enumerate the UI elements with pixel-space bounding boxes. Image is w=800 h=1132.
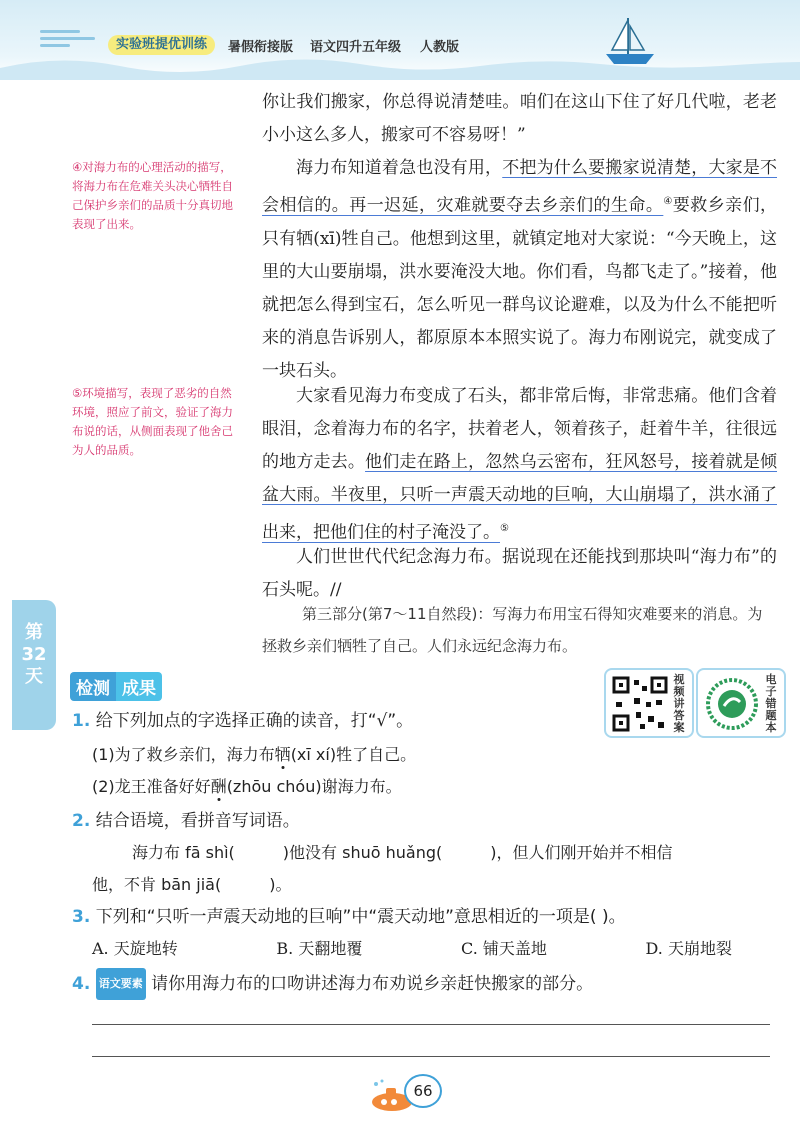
story-paragraph-3-underlined: 他们走在路上，忽然乌云密布，狂风怒号，接着就是倾盆大雨。半夜里，只听一声震天动地的巨响，大山崩塌了，洪水涌了出来，把他们住的村子淹没了。 [262,452,778,543]
question-1-number: 1. [72,711,91,731]
story-paragraph-2 [262,152,777,388]
video-answer-label: 视频讲答案 [673,673,685,734]
answer-line-1[interactable] [92,1024,770,1025]
header-decoration [40,30,95,51]
question-1-item-1 [92,740,416,770]
q3-option-d[interactable]: D. 天崩地裂 [645,939,732,958]
story-paragraph-3-part-a: 大家看见海力布变成了石头，都非常后悔，非常悲痛。他们含着眼泪，念着海力布的名字，扶着老人，领着孩子，赶着牛羊，往很远的地方走去。 [262,386,777,472]
story-paragraph-2-part-b: 要救乡亲们，只有牺(xī)牲自己。他想到这里，就镇定地对大家说：“今天晚上，这里的大山要崩塌，洪水要淹没大地。你们看，鸟都飞走了。”接着，他就把怎么得到宝石，怎么听见一群鸟议论避难，以及为什么不能把听来的消息告诉别人，都原原本本照实说了。海力布刚说完，就变成了一块石头。 [262,195,778,381]
question-2 [72,806,300,836]
test-section-title [70,672,162,701]
question-2-number: 2. [72,811,91,831]
q2-blank-2-prompt: )他没有 shuō huǎng( [282,843,443,862]
question-3-options [92,934,732,964]
story-paragraph-2-part-a: 海力布知道着急也没有用， [296,158,503,178]
test-title-part-a: 检测 [70,672,116,701]
edition-label: 暑假衔接版 [228,40,294,55]
story-paragraph-2-underlined: 不把为什么要搬家说清楚，大家是不会相信的。再一迟延，灾难就要夺去乡亲们的生命。 [262,158,778,216]
publisher-label: 人教版 [420,40,460,55]
error-book-qr[interactable] [696,668,786,738]
question-2-text: 结合语境，看拼音写词语。 [95,811,300,831]
question-4-text: 请你用海力布的口吻讲述海力布劝说乡亲赶快搬家的部分。 [151,974,594,994]
qr-code-icon [704,676,760,732]
q2-blank-1-prompt: 海力布 fā shì( [132,843,235,862]
margin-note-5: ⑤环境描写，表现了恶劣的自然环境，照应了前文，验证了海力布说的话，从侧面表现了他舍己为人的品质。 [72,386,233,457]
q1-item-2-dotted-char: 酬 [210,777,227,796]
answer-line-2[interactable] [92,1056,770,1057]
question-2-line-1 [132,838,672,868]
annotation-marker-4: ④ [663,196,673,207]
error-book-label: 电子错题本 [765,673,777,734]
q1-item-2-options[interactable]: (zhōu chóu)谢海力布。 [226,777,402,796]
margin-note-4: ④对海力布的心理活动的描写，将海力布在危难关头决心牺牲自己保护乡亲们的品质十分真切地表现了出来。 [72,160,233,231]
page-number: 66 [404,1074,442,1108]
series-title: 实验班提优训练 [108,35,215,55]
test-title-part-b: 成果 [116,672,162,701]
story-paragraph-4: 人们世世代代纪念海力布。据说现在还能找到那块叫“海力布”的石头呢。// [262,547,777,600]
story-paragraph-1: 你让我们搬家，你总得说清楚哇。咱们在这山下住了好几代啦，老老小小这么多人，搬家可不容易呀！” [262,92,777,145]
q2-line-1-tail: )，但人们刚开始并不相信 [490,843,673,862]
sailboat-icon [600,14,660,70]
q1-item-1-options[interactable]: (xī xí)牲了自己。 [290,745,417,764]
annotation-marker-5: ⑤ [500,523,509,534]
q3-option-a[interactable]: A. 天旋地转 [92,939,178,958]
question-3-number: 3. [72,907,91,927]
day-tab-prefix: 第 [25,622,43,643]
q3-option-c[interactable]: C. 铺天盖地 [461,939,547,958]
day-tab-number: 32 [21,644,47,665]
literacy-element-tag: 语文要素 [96,968,146,1000]
q1-item-2-pre: (2)龙王准备好好 [92,777,211,796]
question-3 [72,902,626,932]
question-1-text: 给下列加点的字选择正确的读音，打“√”。 [95,711,414,731]
q2-line-2-tail: )。 [269,875,292,894]
story-paragraph-3 [262,380,777,550]
video-answer-qr[interactable] [604,668,694,738]
question-1 [72,706,413,736]
question-3-text: 下列和“只听一声震天动地的巨响”中“震天动地”意思相近的一项是( )。 [95,907,626,927]
subject-label: 语文四升五年级 [310,40,402,55]
question-2-line-2 [92,870,291,900]
day-tab-suffix: 天 [25,666,43,687]
page-header [0,0,800,80]
day-side-tab [12,600,56,730]
section-summary: 第三部分(第7～11自然段)：写海力布用宝石得知灾难要来的消息。为拯救乡亲们牺牲了自己。人们永远纪念海力布。 [262,605,763,655]
question-1-item-2 [92,772,402,802]
q2-blank-3-prompt: 他，不肯 bān jiā( [92,875,222,894]
question-4-number: 4. [72,974,91,994]
question-4 [72,968,593,1000]
qr-code-icon [612,676,668,732]
q3-option-b[interactable]: B. 天翻地覆 [276,939,363,958]
q1-item-1-pre: (1)为了救乡亲们，海力布 [92,745,275,764]
q1-item-1-dotted-char: 牺 [274,745,291,764]
